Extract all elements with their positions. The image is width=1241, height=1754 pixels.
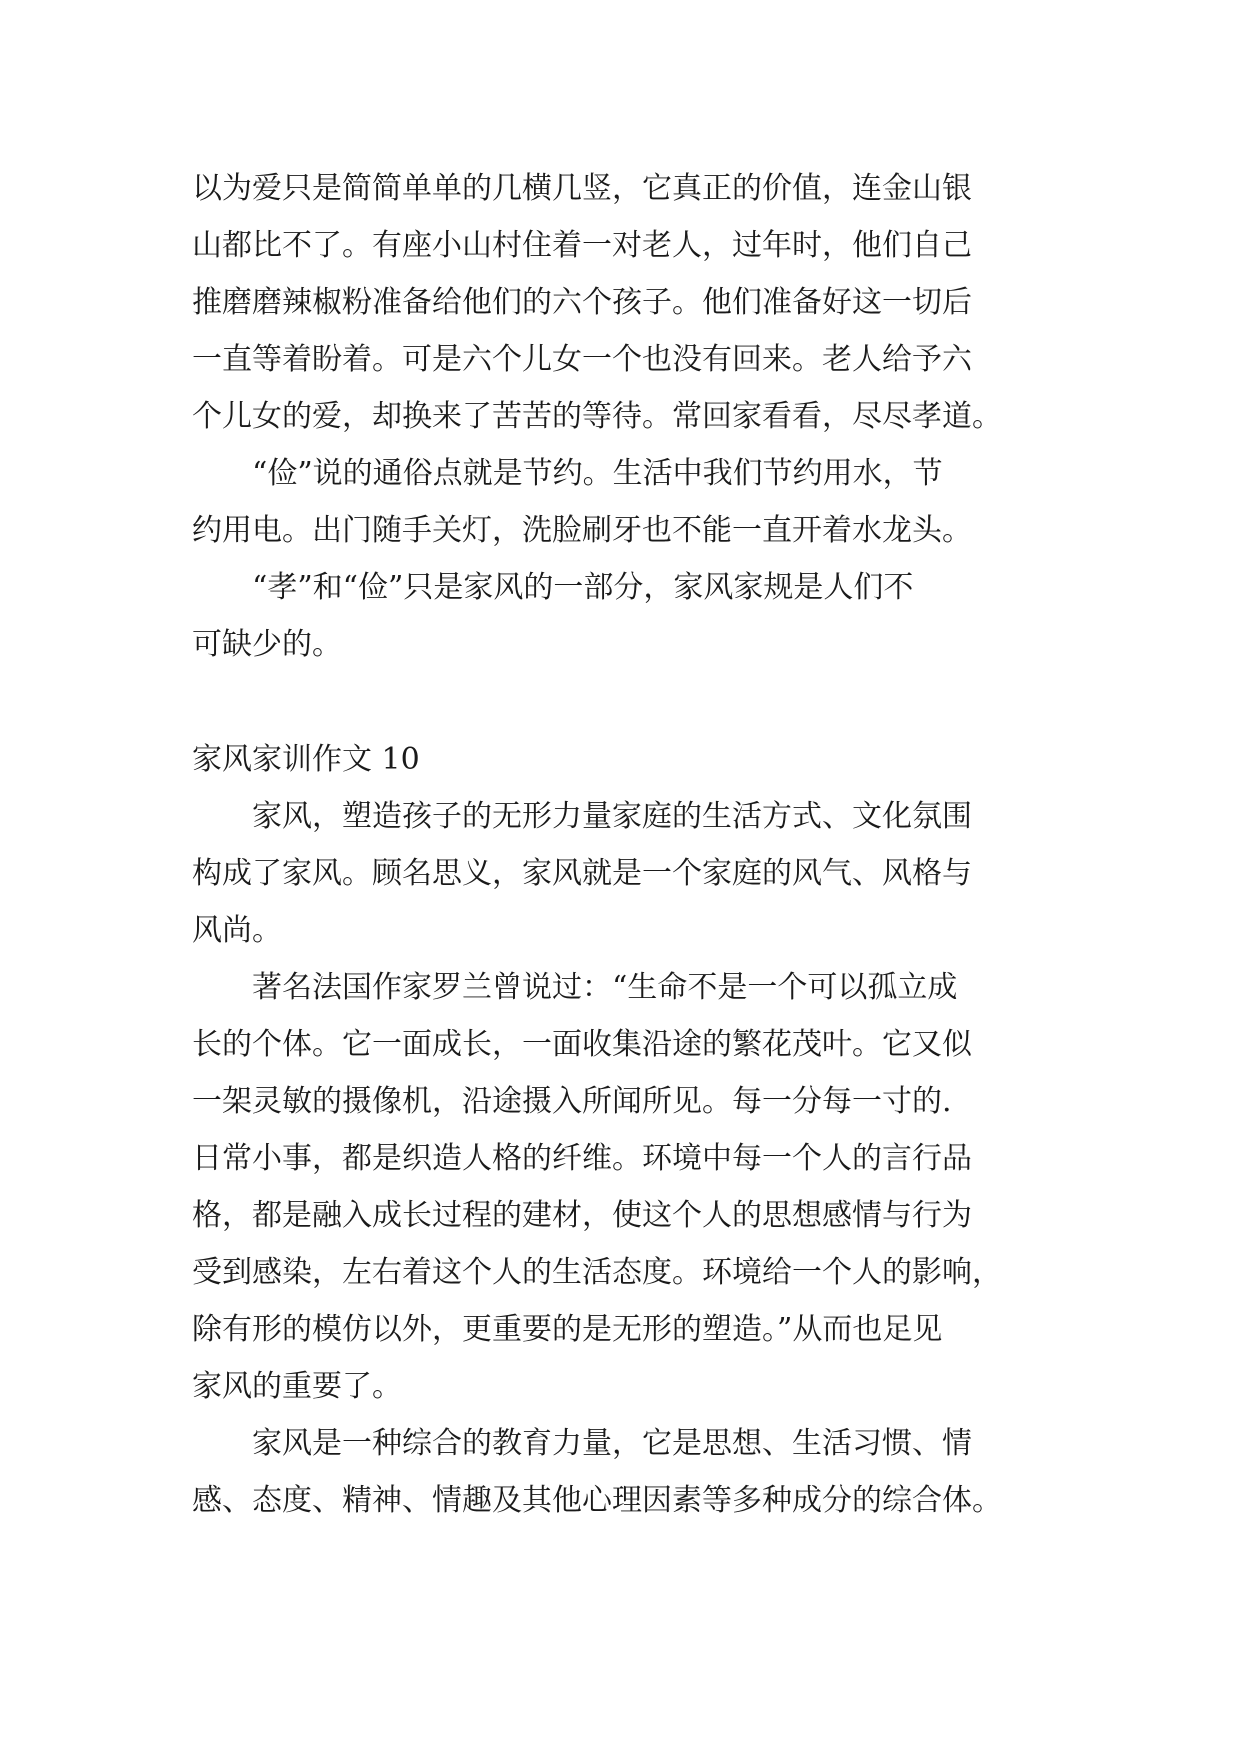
text-line: 约用电。出门随手关灯，洗脸刷牙也不能一直开着水龙头。 [192, 513, 972, 548]
text-line: 感、态度、精神、情趣及其他心理因素等多种成分的综合体。 [192, 1483, 1002, 1518]
text-line: 家风的重要了。 [192, 1369, 402, 1404]
text-line: 除有形的模仿以外，更重要的是无形的塑造。”从而也足见 [192, 1312, 943, 1347]
text-line: 以为爱只是简简单单的几横几竖，它真正的价值，连金山银 [192, 171, 972, 206]
text-line: 推磨磨辣椒粉准备给他们的六个孩子。他们准备好这一切后 [192, 285, 972, 320]
text-line: 一架灵敏的摄像机，沿途摄入所闻所见。每一分每一寸的. [192, 1084, 952, 1119]
essay-section-10 [192, 731, 1062, 1529]
text-line: 构成了家风。顾名思义，家风就是一个家庭的风气、风格与 [192, 856, 972, 891]
text-line: 著名法国作家罗兰曾说过：“生命不是一个可以孤立成 [192, 970, 958, 1005]
text-line: 个儿女的爱，却换来了苦苦的等待。常回家看看，尽尽孝道。 [192, 399, 1002, 434]
text-line: 日常小事，都是织造人格的纤维。环境中每一个人的言行品 [192, 1141, 972, 1176]
text-line: 家风是一种综合的教育力量，它是思想、生活习惯、情 [192, 1426, 972, 1461]
text-line: 长的个体。它一面成长，一面收集沿途的繁花茂叶。它又似 [192, 1027, 972, 1062]
essay-continuation [192, 160, 1062, 673]
text-line: 可缺少的。 [192, 627, 342, 662]
text-line: 家风，塑造孩子的无形力量家庭的生活方式、文化氛围 [192, 799, 972, 834]
text-line: 受到感染，左右着这个人的生活态度。环境给一个人的影响， [192, 1255, 1002, 1290]
text-line: 山都比不了。有座小山村住着一对老人，过年时，他们自己 [192, 228, 972, 263]
text-line: “俭”说的通俗点就是节约。生活中我们节约用水，节 [192, 456, 943, 491]
text-line: 一直等着盼着。可是六个儿女一个也没有回来。老人给予六 [192, 342, 972, 377]
text-line: 格，都是融入成长过程的建材，使这个人的思想感情与行为 [192, 1198, 972, 1233]
text-line: 风尚。 [192, 913, 282, 948]
text-line: “孝”和“俭”只是家风的一部分，家风家规是人们不 [192, 570, 914, 605]
section-title: 家风家训作文 10 [192, 742, 420, 777]
